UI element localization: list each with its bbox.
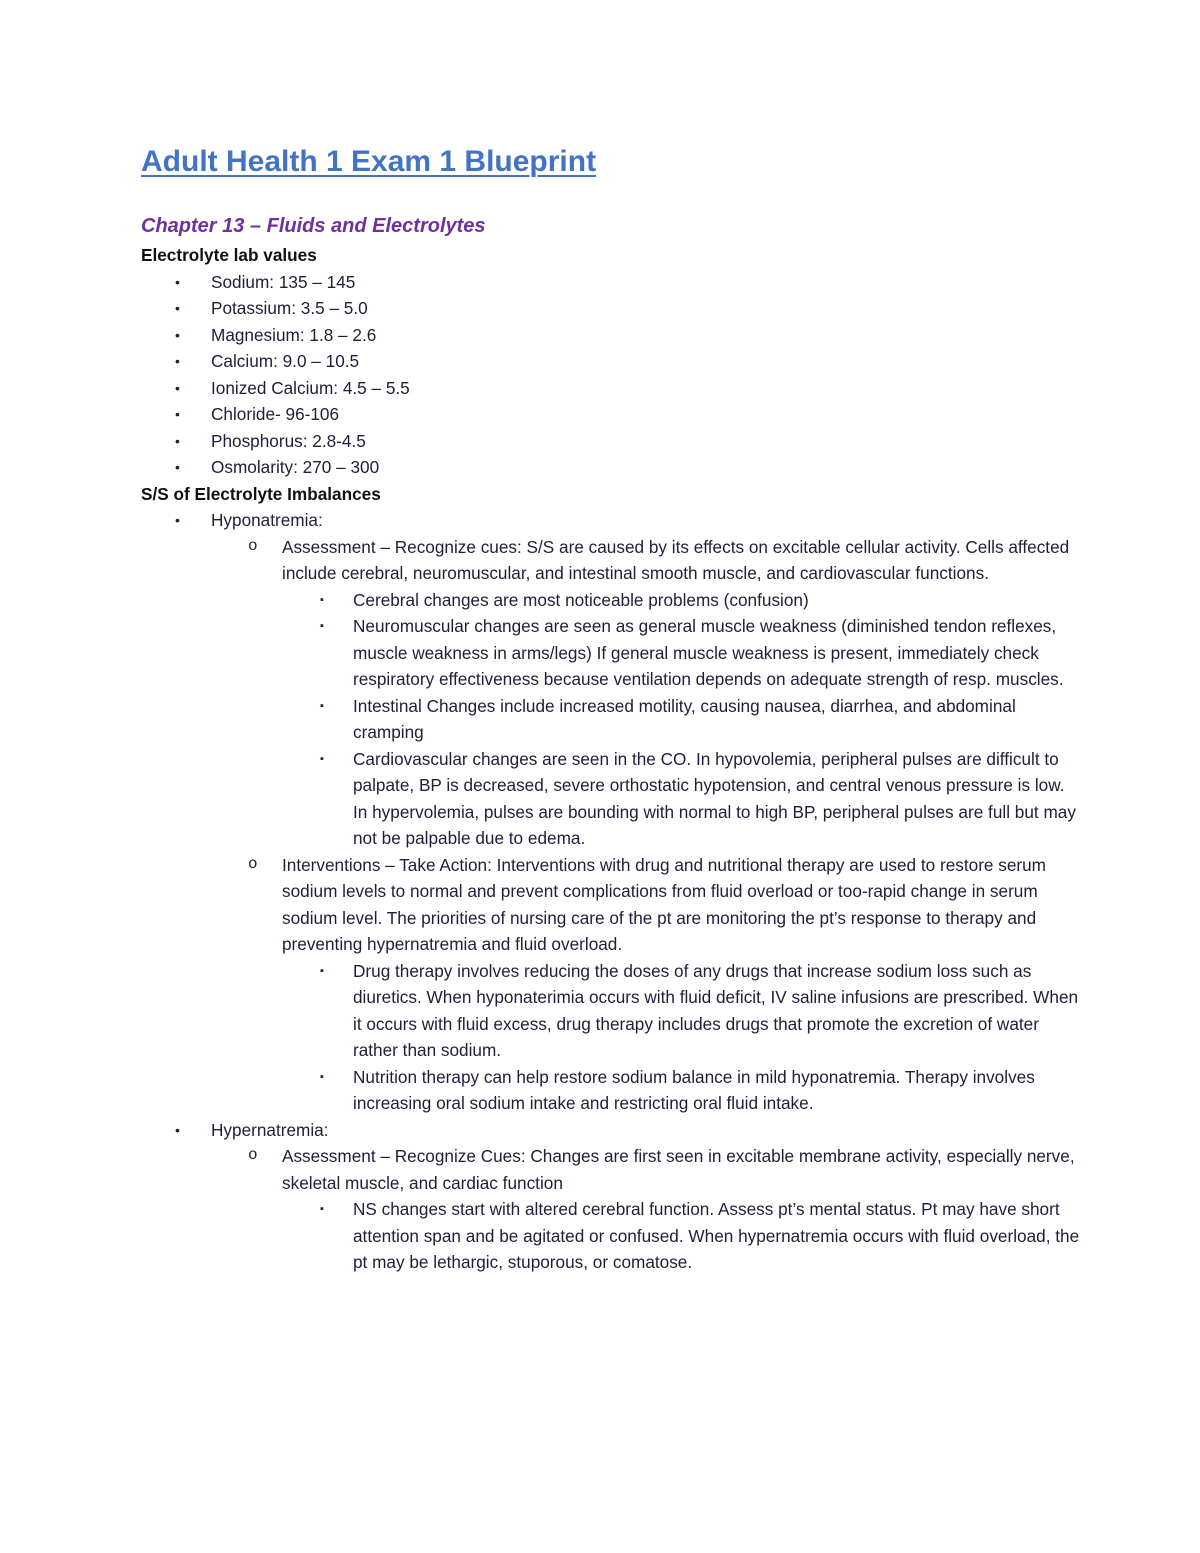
disc-bullet-icon: • — [175, 273, 180, 290]
imbalances-heading: S/S of Electrolyte Imbalances — [141, 483, 381, 504]
list-item-assessment: o Assessment – Recognize Cues: Changes are first seen in excitable membrane activity, especially nerve, skeletal muscle, and cardiac function ▪ NS changes start with altered cerebral function. Assess pt’s mental status. Pt may have short attention span and be agitated or confused. When hypernatremia occurs with fluid overload, the pt may be lethargic, stuporous, or comatose. — [211, 1143, 1081, 1276]
hypernatremia-sublist — [141, 1143, 1081, 1276]
disc-bullet-icon: • — [175, 300, 180, 316]
list-item: ▪ Intestinal Changes include increased motility, causing nausea, diarrhea, and abdominal cramping — [282, 693, 1081, 746]
chapter-heading: Chapter 13 – Fluids and Electrolytes — [141, 215, 486, 237]
disc-bullet-icon: • — [175, 1121, 180, 1138]
square-bullet-icon: ▪ — [320, 699, 324, 712]
lab-values-list — [141, 269, 1081, 481]
square-bullet-icon: ▪ — [320, 620, 324, 632]
list-item-interventions: o Interventions – Take Action: Interventions with drug and nutritional therapy are used to restore serum sodium levels to normal and prevent complications from fluid overload or too-rapid change in serum sodium level. The priorities of nursing care of the pt are monitoring the pt’s response to therapy and preventing hypernatremia and fluid overload. ▪ Drug therapy involves reducing the doses of any drugs that increase sodium loss such as diuretics. When hyponaterimia occurs with fluid deficit, IV saline infusions are prescribed. When it occurs with fluid excess, drug therapy includes drugs that promote the excretion of water rather than sodium. ▪ Nutrition therapy can help restore sodium balance in mild hyponatremia. Therapy involves increasing oral sodium intake and restricting oral fluid intake. — [211, 852, 1081, 1117]
circle-bullet-icon: o — [248, 536, 258, 555]
square-bullet-icon: ▪ — [320, 964, 324, 977]
list-item: • Chloride- 96-106 — [141, 401, 1081, 428]
list-item: ▪ Cardiovascular changes are seen in the CO. In hypovolemia, peripheral pulses are difficult to palpate, BP is decreased, severe orthostatic hypotension, and central venous pressure is low. In hypervolemia, pulses are bounding with normal to high BP, peripheral pulses are full but may not be palpable due to edema. — [282, 746, 1081, 852]
list-item: • Phosphorus: 2.8-4.5 — [141, 428, 1081, 455]
list-item-hyponatremia — [141, 507, 1081, 1117]
list-item: • Calcium: 9.0 – 10.5 — [141, 348, 1081, 375]
disc-bullet-icon: • — [175, 432, 180, 449]
assessment-points — [211, 587, 1081, 852]
list-item: ▪ NS changes start with altered cerebral function. Assess pt’s mental status. Pt may have short attention span and be agitated or confused. When hypernatremia occurs with fluid overload, the pt may be lethargic, stuporous, or comatose. — [282, 1196, 1081, 1276]
disc-bullet-icon: • — [175, 459, 180, 475]
document-body — [141, 242, 1081, 1276]
hyponatremia-sublist — [141, 534, 1081, 1117]
square-bullet-icon: ▪ — [320, 1203, 324, 1215]
list-item-assessment: o Assessment – Recognize cues: S/S are caused by its effects on excitable cellular activity. Cells affected include cerebral, neuromuscular, and intestinal smooth muscle, and cardiovascular functions. ▪ Cerebral changes are most noticeable problems (confusion) ▪ Neuromuscular changes are seen as general muscle weakness (diminished tendon reflexes, muscle weakness in arms/legs) If general muscle weakness is present, immediately check respiratory effectiveness because ventilation depends on adequate strength of resp. muscles. ▪ Intestinal Changes include increased motility, causing nausea, diarrhea, and abdominal cramping ▪ Cardiovascular changes are seen in the CO. In hypovolemia, peripheral pulses are difficult to palpate, BP is decreased, severe orthostatic hypotension, and central venous pressure is low. In hypervolemia, pulses are bounding with normal to high BP, peripheral pulses are full but may not be palpable due to edema. — [211, 534, 1081, 852]
list-item: ▪ Cerebral changes are most noticeable problems (confusion) — [282, 587, 1081, 614]
disc-bullet-icon: • — [175, 406, 180, 422]
list-item: ▪ Nutrition therapy can help restore sodium balance in mild hyponatremia. Therapy involves increasing oral sodium intake and restricting oral fluid intake. — [282, 1064, 1081, 1117]
list-item: ▪ Neuromuscular changes are seen as general muscle weakness (diminished tendon reflexes, muscle weakness in arms/legs) If general muscle weakness is present, immediately check respiratory effectiveness because ventilation depends on adequate strength of resp. muscles. — [282, 613, 1081, 693]
list-item: • Osmolarity: 270 – 300 — [141, 454, 1081, 481]
list-item: • Ionized Calcium: 4.5 – 5.5 — [141, 375, 1081, 402]
list-item: • Magnesium: 1.8 – 2.6 — [141, 322, 1081, 349]
list-item-hypernatremia — [141, 1117, 1081, 1276]
circle-bullet-icon: o — [248, 1146, 258, 1164]
lab-values-heading: Electrolyte lab values — [141, 245, 317, 265]
hyponatremia-label: Hyponatremia: — [211, 510, 323, 530]
list-item: • Potassium: 3.5 – 5.0 — [141, 295, 1081, 322]
imbalances-list — [141, 507, 1081, 1276]
square-bullet-icon: ▪ — [320, 593, 324, 606]
disc-bullet-icon: • — [175, 353, 180, 369]
list-item: ▪ Drug therapy involves reducing the doses of any drugs that increase sodium loss such as diuretics. When hyponaterimia occurs with fluid deficit, IV saline infusions are prescribed. When it occurs with fluid excess, drug therapy includes drugs that promote the excretion of water rather than sodium. — [282, 958, 1081, 1064]
circle-bullet-icon: o — [248, 854, 258, 873]
disc-bullet-icon: • — [175, 512, 180, 528]
page-title: Adult Health 1 Exam 1 Blueprint — [141, 145, 597, 178]
hypernatremia-label: Hypernatremia: — [211, 1119, 329, 1140]
disc-bullet-icon: • — [175, 379, 180, 396]
assessment-points — [211, 1196, 1081, 1276]
disc-bullet-icon: • — [175, 326, 180, 343]
square-bullet-icon: ▪ — [320, 1070, 324, 1083]
intervention-points — [211, 958, 1081, 1117]
list-item: • Sodium: 135 – 145 — [141, 269, 1081, 296]
square-bullet-icon: ▪ — [320, 752, 324, 765]
